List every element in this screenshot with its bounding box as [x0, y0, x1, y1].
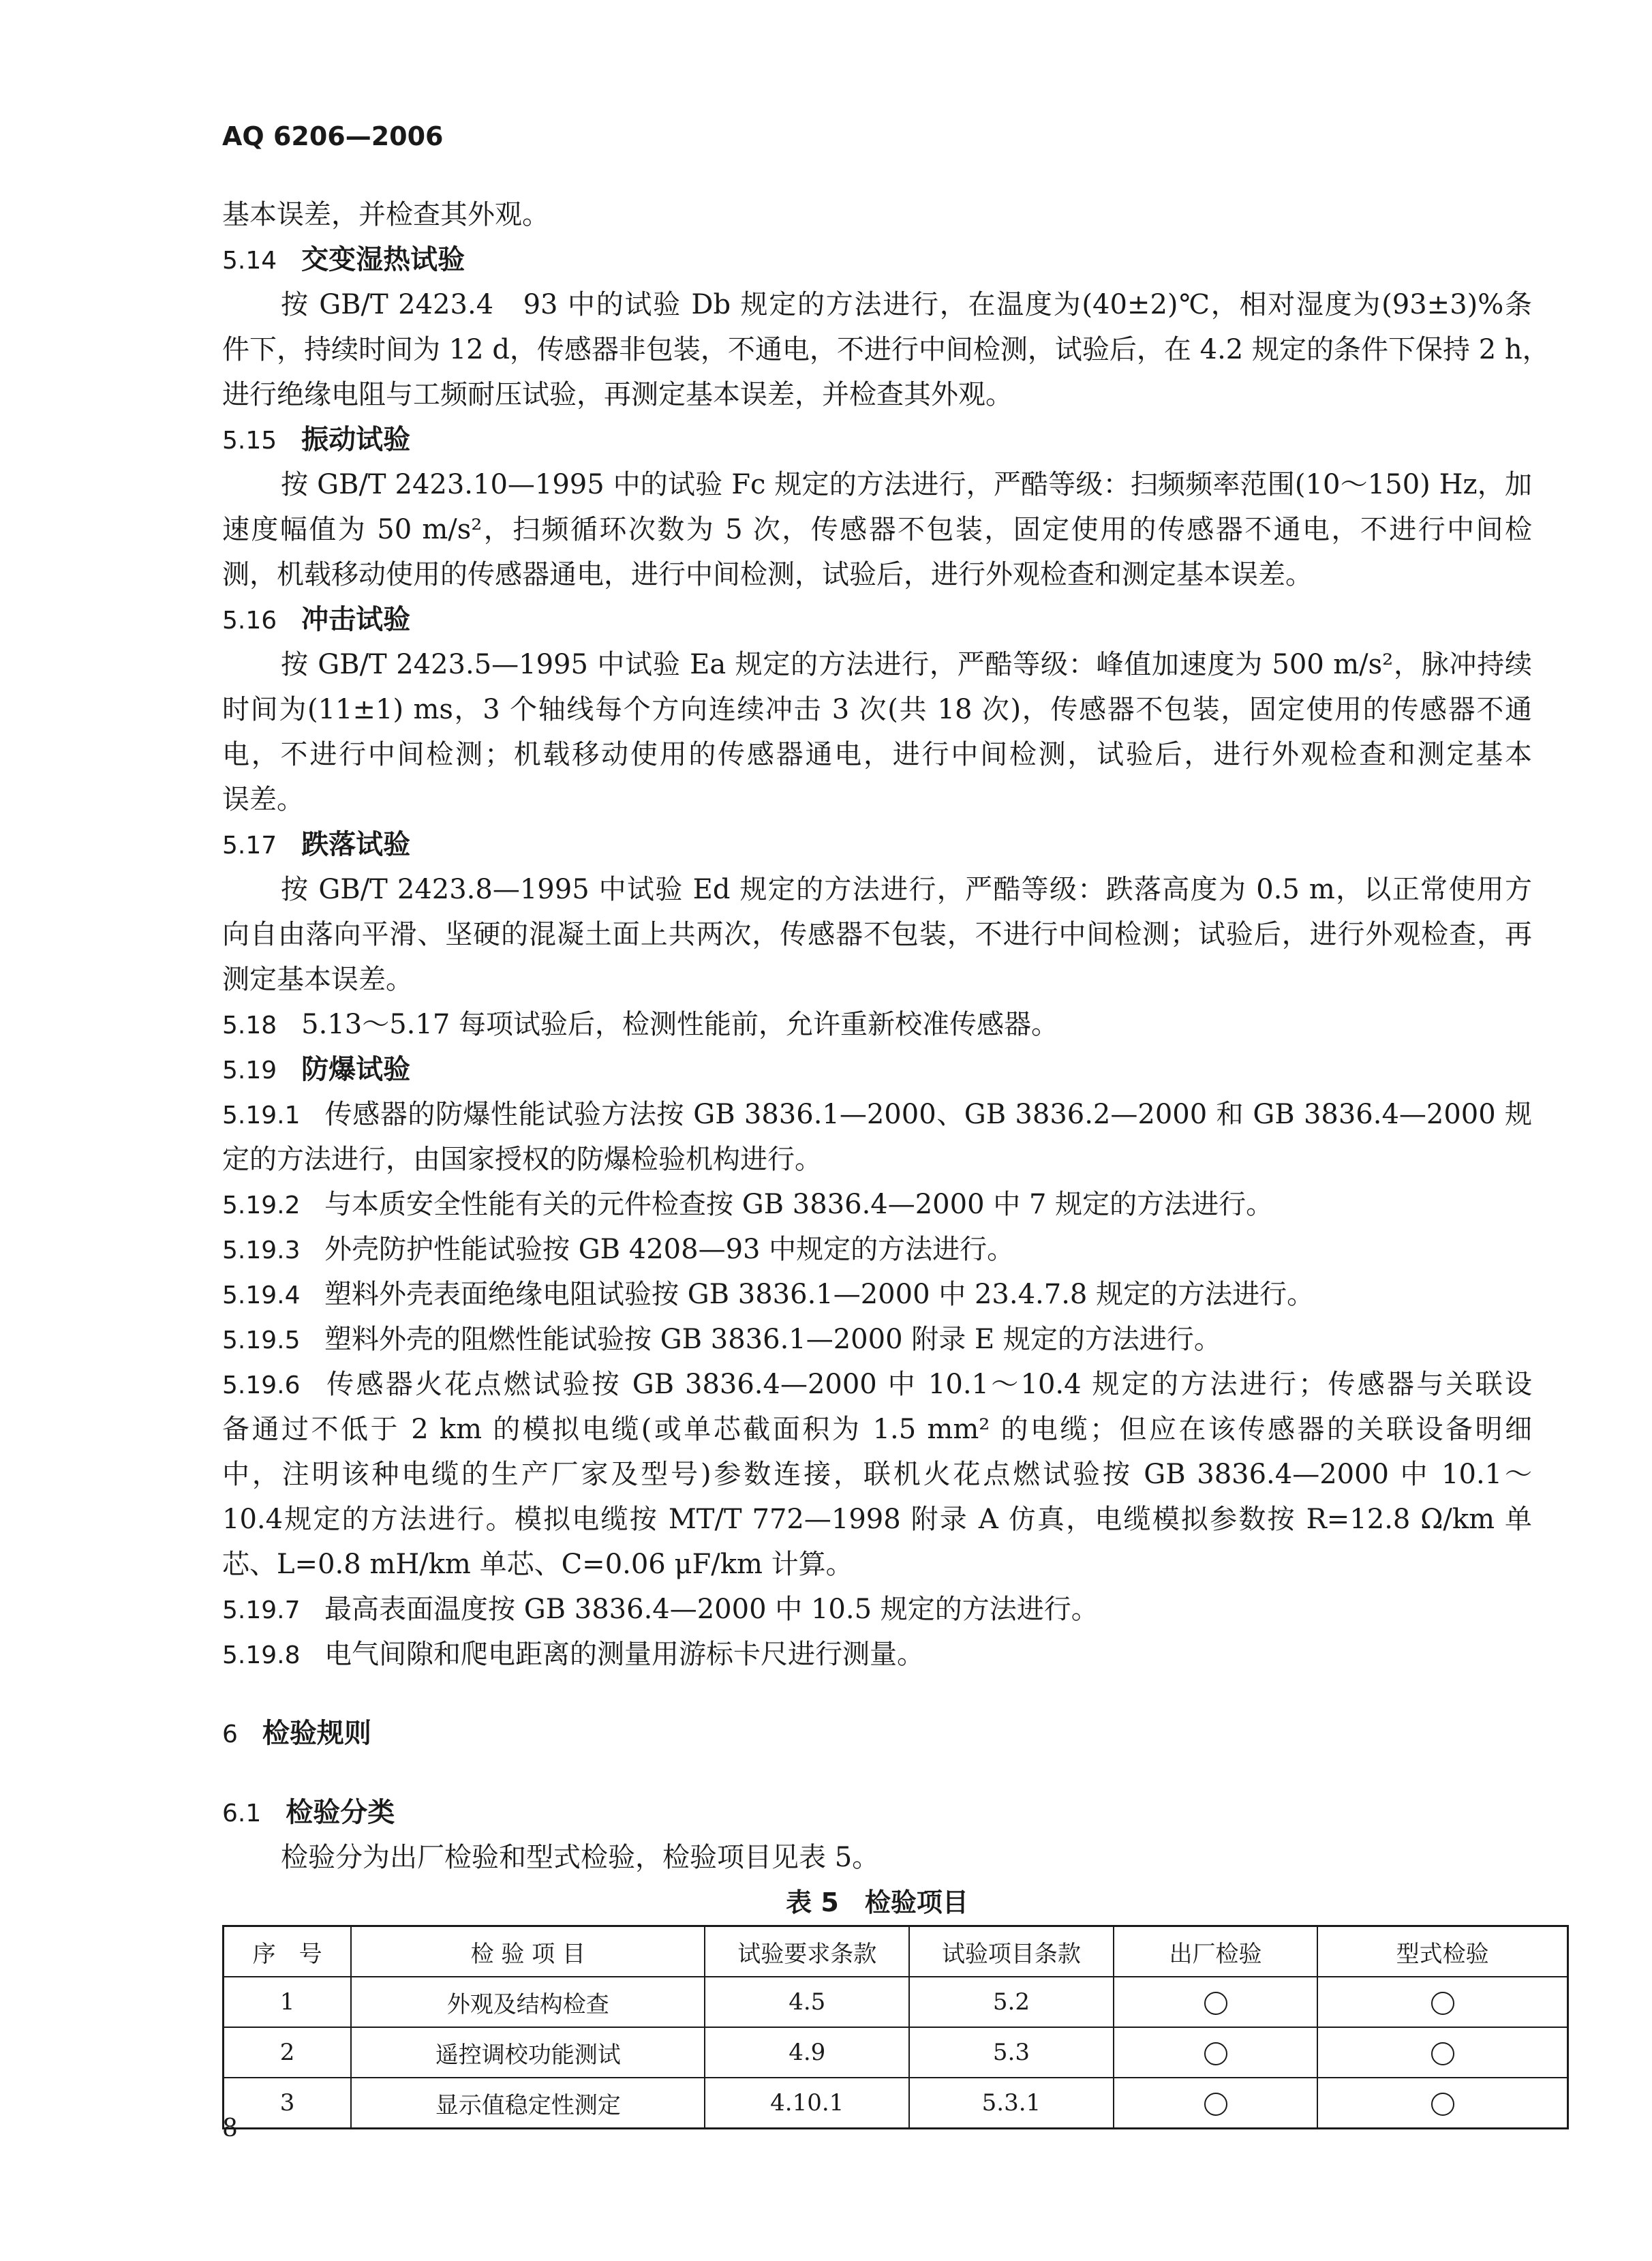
cell-seq: 2 [224, 2027, 352, 2078]
spacer [222, 1756, 1532, 1790]
cell-factory-inspection [1114, 1977, 1317, 2027]
clause-number: 5.19.3 [222, 1236, 301, 1264]
paragraph-line: 基本误差，并检查其外观。 [222, 199, 549, 230]
header-item: 检 验 项 目 [351, 1926, 705, 1977]
page-number: 8 [222, 2114, 238, 2142]
clause-number: 5.19.8 [222, 1641, 301, 1669]
clause-5-19-2 [222, 1182, 1532, 1227]
paragraph-line: 电，不进行中间检测；机载移动使用的传感器通电，进行中间检测，试验后，进行外观检查和测定基本 [222, 739, 1532, 770]
cell-test-clause: 5.3 [909, 2027, 1114, 2078]
clause-text: 传感器的防爆性能试验方法按 GB 3836.1—2000、GB 3836.2—2000 和 GB 3836.4—2000 规 [324, 1099, 1532, 1130]
section-heading-6-1 [222, 1790, 1532, 1835]
clause-text: 传感器火花点燃试验按 GB 3836.4—2000 中 10.1～10.4 规定的方法进行；传感器与关联设 [324, 1369, 1532, 1400]
cell-requirement-clause: 4.5 [705, 1977, 909, 2027]
section-title: 冲击试验 [301, 604, 411, 635]
clause-number: 5.19.1 [222, 1102, 301, 1129]
clause-number: 5.19.2 [222, 1192, 301, 1219]
clause-number: 5.19.5 [222, 1326, 301, 1354]
document-code: AQ 6206—2006 [222, 121, 444, 151]
clause-5-19-8 [222, 1632, 1532, 1677]
cell-test-clause: 5.3.1 [909, 2078, 1114, 2129]
table-header-row [224, 1926, 1568, 1977]
section-heading-5-16 [222, 597, 1532, 642]
paragraph-line: 件下，持续时间为 12 d，传感器非包装，不通电，不进行中间检测，试验后，在 4.2 规定的条件下保持 2 h， [222, 334, 1550, 365]
circle-mark-icon [1431, 1992, 1454, 2015]
paragraph-line: 10.4规定的方法进行。模拟电缆按 MT/T 772—1998 附录 A 仿真，电缆模拟参数按 R=12.8 Ω/km 单 [222, 1504, 1532, 1535]
paragraph-line: 检验分为出厂检验和型式检验，检验项目见表 5。 [281, 1842, 880, 1873]
section-number: 5.18 [222, 1012, 277, 1040]
cell-requirement-clause: 4.10.1 [705, 2078, 909, 2129]
cell-seq: 1 [224, 1977, 352, 2027]
section-number: 5.15 [222, 427, 277, 455]
clause-text: 外壳防护性能试验按 GB 4208—93 中规定的方法进行。 [324, 1234, 1015, 1265]
paragraph-line: 测，机载移动使用的传感器通电，进行中间检测，试验后，进行外观检查和测定基本误差。 [222, 559, 1313, 590]
section-number: 5.19 [222, 1057, 277, 1084]
header-requirement-clause: 试验要求条款 [705, 1926, 909, 1977]
clause-number: 5.19.6 [222, 1371, 301, 1399]
cell-requirement-clause: 4.9 [705, 2027, 909, 2078]
paragraph-line: 按 GB/T 2423.4 93 中的试验 Db 规定的方法进行，在温度为(40±2)℃，相对湿度为(93±3)%条 [281, 289, 1532, 320]
paragraph-line: 进行绝缘电阻与工频耐压试验，再测定基本误差，并检查其外观。 [222, 379, 1013, 410]
paragraph-line: 按 GB/T 2423.10—1995 中的试验 Fc 规定的方法进行，严酷等级：扫频频率范围(10～150) Hz，加 [281, 469, 1532, 500]
spacer [222, 1677, 1532, 1711]
circle-mark-icon [1431, 2093, 1454, 2116]
cell-seq: 3 [224, 2078, 352, 2129]
page-content [222, 192, 1550, 2129]
circle-mark-icon [1204, 1992, 1227, 2015]
cell-item: 显示值稳定性测定 [351, 2078, 705, 2129]
cell-type-inspection [1317, 2078, 1567, 2129]
chapter-title: 检验规则 [262, 1718, 371, 1749]
clause-5-19-5 [222, 1317, 1532, 1362]
clause-number: 5.19.7 [222, 1596, 301, 1624]
paragraph-line: 中，注明该种电缆的生产厂家及型号)参数连接，联机火花点燃试验按 GB 3836.4—2000 中 10.1～ [222, 1459, 1532, 1490]
section-5-18 [222, 1002, 1532, 1047]
cell-type-inspection [1317, 1977, 1567, 2027]
clause-text: 塑料外壳的阻燃性能试验按 GB 3836.1—2000 附录 E 规定的方法进行。 [324, 1324, 1221, 1355]
section-title: 防爆试验 [301, 1054, 411, 1085]
paragraph-line: 测定基本误差。 [222, 964, 413, 995]
cell-test-clause: 5.2 [909, 1977, 1114, 2027]
clause-5-19-6 [222, 1362, 1532, 1407]
clause-5-19-4 [222, 1272, 1532, 1317]
section-number: 5.14 [222, 247, 277, 275]
table-caption: 表 5 检验项目 [786, 1887, 968, 1917]
chapter-number: 6 [222, 1720, 238, 1748]
table-row [224, 1977, 1568, 2027]
section-title: 振动试验 [301, 424, 411, 455]
section-number: 5.17 [222, 832, 277, 860]
circle-mark-icon [1204, 2042, 1227, 2065]
header-factory-inspection: 出厂检验 [1114, 1926, 1317, 1977]
section-text: 5.13～5.17 每项试验后，检测性能前，允许重新校准传感器。 [301, 1009, 1058, 1040]
clause-number: 5.19.4 [222, 1281, 301, 1309]
circle-mark-icon [1204, 2093, 1227, 2116]
cell-factory-inspection [1114, 2027, 1317, 2078]
clause-text: 与本质安全性能有关的元件检查按 GB 3836.4—2000 中 7 规定的方法进行。 [324, 1189, 1274, 1220]
clause-text: 电气间隙和爬电距离的测量用游标卡尺进行测量。 [324, 1639, 924, 1670]
clause-text: 塑料外壳表面绝缘电阻试验按 GB 3836.1—2000 中 23.4.7.8 规定的方法进行。 [324, 1279, 1315, 1310]
section-heading-5-15 [222, 417, 1532, 462]
header-seq: 序 号 [224, 1926, 352, 1977]
paragraph-line: 误差。 [222, 784, 304, 815]
cell-item: 遥控调校功能测试 [351, 2027, 705, 2078]
section-title: 交变湿热试验 [301, 244, 465, 275]
chapter-heading-6 [222, 1711, 1532, 1756]
clause-5-19-3 [222, 1227, 1532, 1272]
paragraph-line: 定的方法进行，由国家授权的防爆检验机构进行。 [222, 1144, 822, 1175]
cell-item: 外观及结构检查 [351, 1977, 705, 2027]
section-number: 6.1 [222, 1800, 262, 1827]
inspection-items-table [222, 1925, 1569, 2129]
paragraph-line: 向自由落向平滑、坚硬的混凝土面上共两次，传感器不包装，不进行中间检测；试验后，进行外观检查，再 [222, 919, 1532, 950]
clause-5-19-1 [222, 1092, 1532, 1137]
paragraph-line: 速度幅值为 50 m/s²，扫频循环次数为 5 次，传感器不包装，固定使用的传感器不通电，不进行中间检 [222, 514, 1532, 545]
section-heading-5-14 [222, 237, 1532, 282]
section-title: 检验分类 [286, 1797, 395, 1828]
table-row [224, 2078, 1568, 2129]
section-heading-5-19 [222, 1047, 1532, 1092]
section-title: 跌落试验 [301, 829, 411, 860]
section-number: 5.16 [222, 607, 277, 635]
section-heading-5-17 [222, 822, 1532, 867]
paragraph-line: 按 GB/T 2423.8—1995 中试验 Ed 规定的方法进行，严酷等级：跌落高度为 0.5 m，以正常使用方 [281, 874, 1532, 905]
clause-5-19-7 [222, 1587, 1532, 1632]
cell-factory-inspection [1114, 2078, 1317, 2129]
paragraph-line: 芯、L=0.8 mH/km 单芯、C=0.06 μF/km 计算。 [222, 1549, 853, 1580]
paragraph-line: 时间为(11±1) ms，3 个轴线每个方向连续冲击 3 次(共 18 次)，传感器不包装，固定使用的传感器不通 [222, 694, 1532, 725]
header-type-inspection: 型式检验 [1317, 1926, 1567, 1977]
header-test-clause: 试验项目条款 [909, 1926, 1114, 1977]
paragraph-line: 按 GB/T 2423.5—1995 中试验 Ea 规定的方法进行，严酷等级：峰值加速度为 500 m/s²，脉冲持续 [281, 649, 1532, 680]
clause-text: 最高表面温度按 GB 3836.4—2000 中 10.5 规定的方法进行。 [324, 1594, 1099, 1625]
table-row [224, 2027, 1568, 2078]
paragraph-line: 备通过不低于 2 km 的模拟电缆(或单芯截面积为 1.5 mm² 的电缆；但应在该传感器的关联设备明细 [222, 1414, 1532, 1445]
cell-type-inspection [1317, 2027, 1567, 2078]
circle-mark-icon [1431, 2042, 1454, 2065]
